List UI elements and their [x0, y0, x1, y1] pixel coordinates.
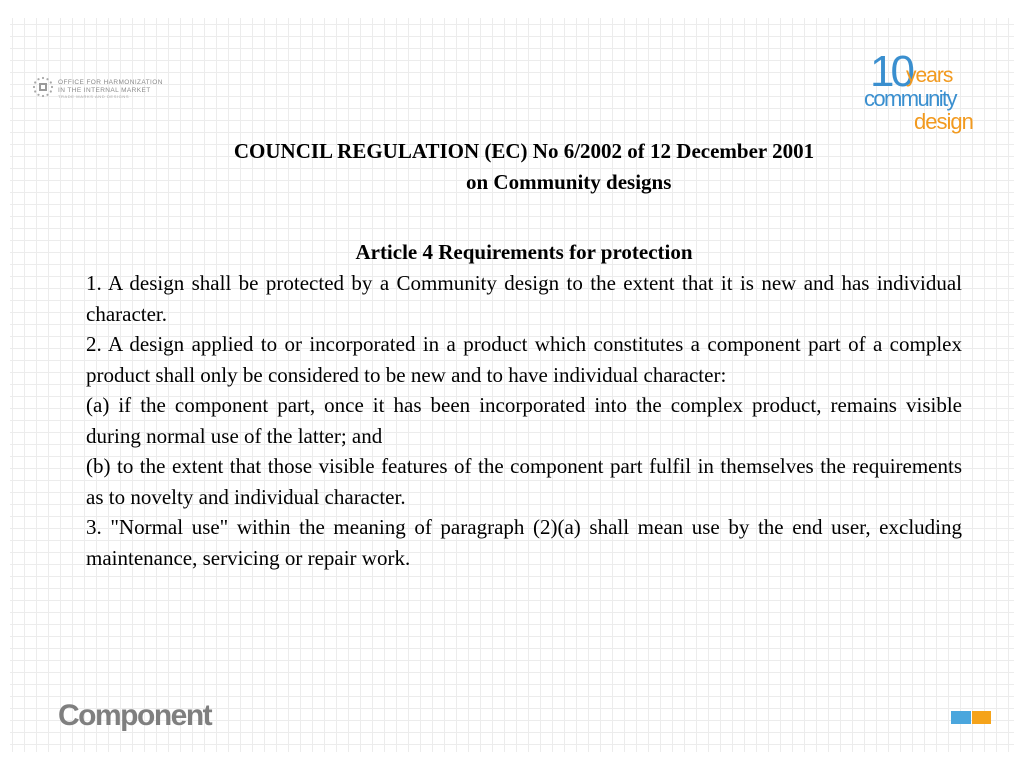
article-body — [86, 268, 962, 573]
regulation-title — [86, 136, 962, 198]
anniversary-logo-word2: community — [864, 86, 956, 111]
ohim-logo-text — [58, 79, 163, 100]
paragraph-2b: (b) to the extent that those visible features of the component part fulfil in themselves the requirements as to novelty and individual character. — [86, 454, 962, 509]
footer-mark-orange — [972, 711, 991, 724]
frame-right — [1014, 0, 1024, 768]
anniversary-logo-word3: design — [914, 109, 973, 134]
paragraph-2: 2. A design applied to or incorporated in a product which constitutes a component part of a complex product shall only be considered to be new and to have individual character: — [86, 332, 962, 387]
paragraph-3: 3. "Normal use" within the meaning of paragraph (2)(a) shall mean use by the end user, excluding maintenance, servicing or repair work. — [86, 515, 962, 570]
anniversary-logo-word1: years — [906, 64, 953, 87]
ohim-logo-line2: IN THE INTERNAL MARKET — [58, 86, 151, 94]
ohim-emblem-icon — [32, 76, 54, 98]
frame-left — [0, 0, 10, 768]
ohim-logo — [32, 76, 192, 102]
article-heading: Article 4 Requirements for protection — [355, 240, 693, 264]
footer-section-title: Component — [58, 699, 212, 732]
footer-mark-blue — [951, 711, 971, 724]
paragraph-1: 1. A design shall be protected by a Community design to the extent that it is new and has individual character. — [86, 271, 962, 326]
anniversary-logo — [862, 40, 994, 136]
frame-top — [0, 0, 1024, 18]
footer-color-mark — [951, 711, 991, 724]
frame-bottom — [0, 752, 1024, 768]
regulation-title-line1: COUNCIL REGULATION (EC) No 6/2002 of 12 December 2001 — [233, 139, 815, 163]
regulation-title-line2: on Community designs — [466, 170, 672, 194]
ohim-logo-line3: TRADE MARKS AND DESIGNS — [58, 94, 130, 99]
paragraph-2a: (a) if the component part, once it has been incorporated into the complex product, remains visible during normal use of the latter; and — [86, 393, 962, 448]
anniversary-logo-number: 10 — [870, 47, 911, 96]
ohim-logo-line1: OFFICE FOR HARMONIZATION — [58, 79, 163, 86]
